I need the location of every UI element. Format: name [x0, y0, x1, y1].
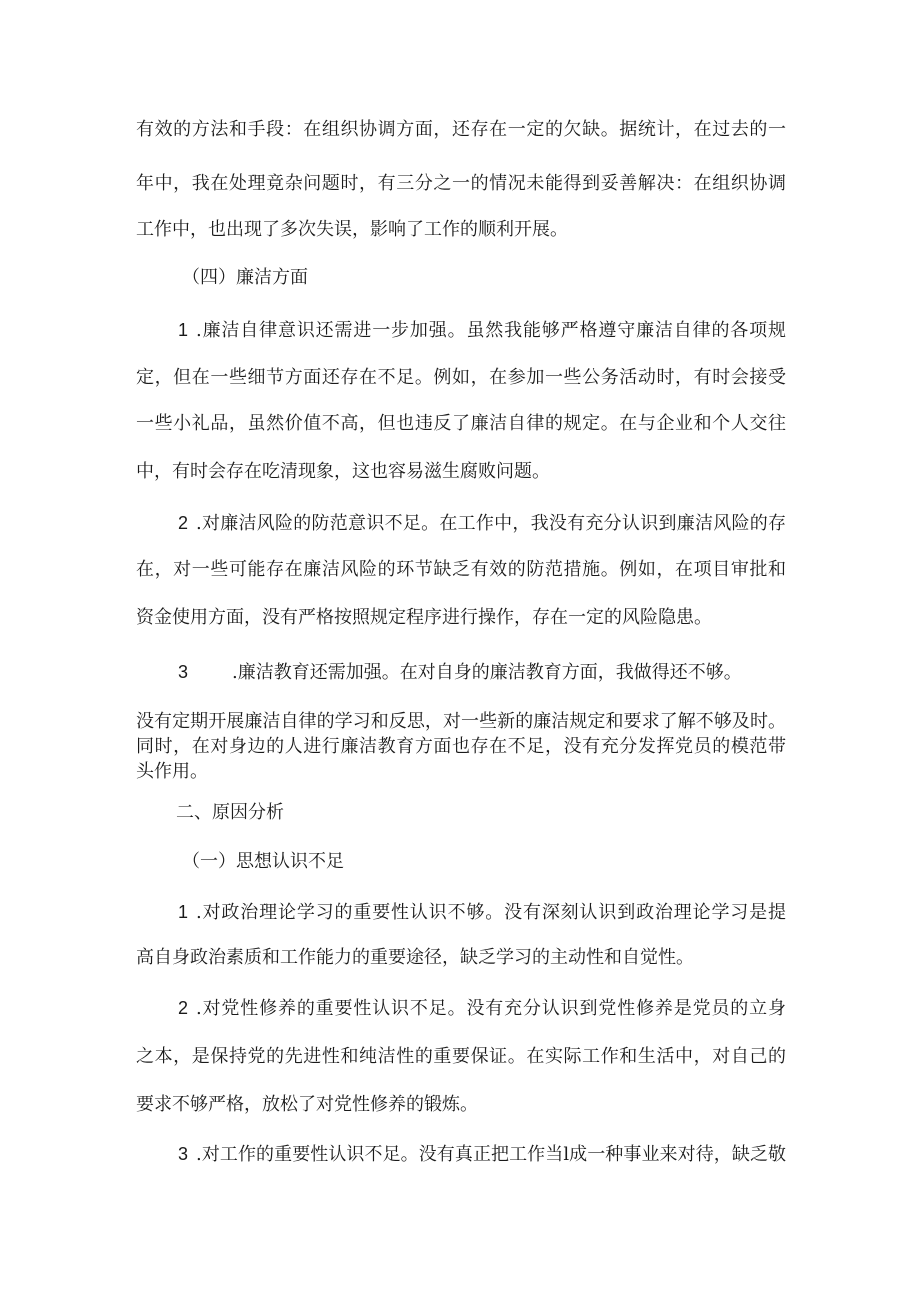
list-item-number: 2 [178, 998, 189, 1018]
paragraph-line: 年中，我在处理竟杂问题时，有三分之一的情况未能得到妥善解决：在组织协调 [136, 173, 786, 194]
subsection-heading: （一）思想认识不足 [182, 851, 344, 872]
list-item-first-line [178, 318, 786, 343]
paragraph-line: 工作中，也出现了多次失误，影响了工作的顺利开展。 [136, 219, 568, 240]
list-item-number: 2 [178, 513, 189, 533]
paragraph-line: 一些小礼品，虽然价值不高，但也违反了廉洁自律的规定。在与企业和个人交往 [136, 413, 786, 434]
list-item-text: .对工作的重要性认识不足。没有真正把工作当l成一种事业来对待，缺乏敬 [196, 1144, 786, 1165]
list-item-text: .对政治理论学习的重要性认识不够。没有深刻认识到政治理论学习是提 [196, 902, 786, 923]
section-heading: （四）廉洁方面 [182, 267, 308, 288]
list-item-first-line [178, 1142, 786, 1167]
paragraph-line: 头作用。 [136, 761, 208, 782]
paragraph-line: 在，对一些可能存在廉洁风险的环节缺乏有效的防范措施。例如，在项目审批和 [136, 559, 786, 580]
paragraph-line: 定，但在一些细节方面还存在不足。例如，在参加一些公务活动时，有时会接受 [136, 367, 786, 388]
list-item-number: 3 [178, 662, 189, 682]
list-item-first-line [178, 660, 920, 685]
paragraph-line: 之本，是保持党的先进性和纯洁性的重要保证。在实际工作和生活中，对自己的 [136, 1046, 786, 1067]
paragraph-line: 高自身政治素质和工作能力的重要途径，缺乏学习的主动性和自觉性。 [136, 947, 694, 968]
list-item-first-line [178, 996, 786, 1021]
list-item-number: 1 [178, 320, 189, 340]
list-item-text: .廉洁教育还需加强。在对自身的廉洁教育方面，我做得还不够。 [232, 662, 742, 683]
list-item-number: 3 [178, 1144, 189, 1164]
list-item-text: .对廉洁风险的防范意识不足。在工作中，我没有充分认识到廉洁风险的存 [196, 513, 786, 534]
paragraph-line: 有效的方法和手段：在组织协调方面，还存在一定的欠缺。据统计，在过去的一 [136, 119, 786, 140]
paragraph-line: 要求不够严格，放松了对党性修养的锻炼。 [136, 1094, 478, 1115]
list-item-first-line [178, 511, 786, 536]
list-item-text: .对党性修养的重要性认识不足。没有充分认识到党性修养是党员的立身 [196, 998, 786, 1019]
paragraph-line: 中，有时会存在吃清现象，这也容易滋生腐败问题。 [136, 461, 550, 482]
paragraph-line: 同时，在对身边的人进行廉洁教育方面也存在不足，没有充分发挥党员的模范带 [136, 736, 786, 757]
section-heading: 二、原因分析 [176, 802, 284, 823]
list-item-text: .廉洁自律意识还需进一步加强。虽然我能够严格遵守廉洁自律的各项规 [196, 320, 786, 341]
list-item-number: 1 [178, 902, 189, 922]
paragraph-line: 资金使用方面，没有严格按照规定程序进行操作，存在一定的风险隐患。 [136, 607, 712, 628]
list-item-first-line [178, 900, 786, 925]
paragraph-line: 没有定期开展廉洁自律的学习和反思，对一些新的廉洁规定和要求了解不够及时。 [136, 711, 786, 732]
